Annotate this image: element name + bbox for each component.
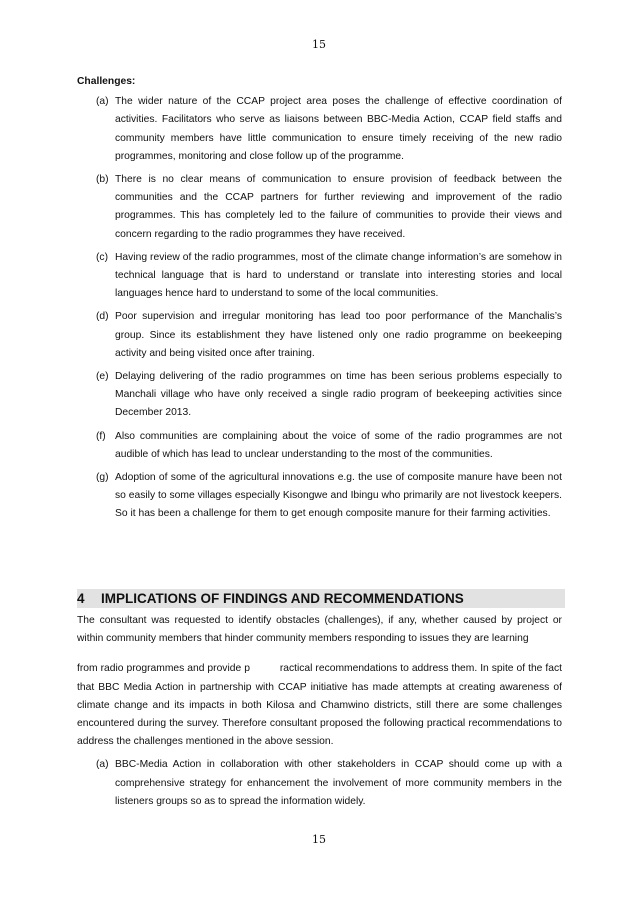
item-text: The wider nature of the CCAP project area poses the challenge of effective coordination of activities. Facilitators who serve as liaisons between BBC-Media Action, CCAP field staffs and community members have little communication to ensure timely receiving of the new radio programmes, monitoring and close follow up of the programme. xyxy=(115,96,562,162)
item-letter: (e) xyxy=(96,371,109,383)
item-letter: (d) xyxy=(96,311,109,323)
section-number: 4 xyxy=(77,591,85,606)
challenges-section xyxy=(77,73,562,529)
item-text: BBC-Media Action in collaboration with other stakeholders in CCAP should come up with a comprehensive strategy for enhancement the involvement of more community members in the listeners groups so as to spread the information widely. xyxy=(115,759,562,807)
list-item xyxy=(77,171,562,244)
section-heading xyxy=(77,589,565,608)
paragraph: The consultant was requested to identify obstacles (challenges), if any, whether caused by project or within community members that hinder community members responding to issues they are learning xyxy=(77,615,562,645)
list-item xyxy=(77,308,562,363)
item-letter: (g) xyxy=(96,472,109,484)
list-item xyxy=(77,368,562,423)
item-letter: (c) xyxy=(96,251,109,263)
item-text: Having review of the radio programmes, most of the climate change information’s are somehow in technical language that is hard to understand or translate into interesting stories and local languages hence hard to understand to some of the local communities. xyxy=(115,251,562,300)
item-text: Poor supervision and irregular monitoring has lead too poor performance of the Manchalis’s group. Since its establishment they have listened only one radio programme on beekeeping activity and being visited once after training. xyxy=(115,311,562,359)
page-number-bottom: 15 xyxy=(312,833,326,846)
section-title: IMPLICATIONS OF FINDINGS AND RECOMMENDATIONS xyxy=(101,591,464,606)
list-item xyxy=(77,249,562,304)
list-item xyxy=(77,756,562,811)
item-letter: (b) xyxy=(96,174,109,186)
item-text: Also communities are complaining about the voice of some of the radio programmes are not audible of which has lead to unclear understanding to the most of the communities. xyxy=(115,430,562,460)
page-number-top: 15 xyxy=(312,38,326,51)
section-body xyxy=(77,612,565,811)
item-letter: (a) xyxy=(96,759,109,771)
item-text: There is no clear means of communication to ensure provision of feedback between the communities and the CCAP partners for further reviewing and improvement of the radio programmes. This has completely led to the failure of communities to provide their views and concern regarding to the radio programmes they have received. xyxy=(115,174,562,240)
item-letter: (f) xyxy=(96,430,106,442)
challenges-heading: Challenges: xyxy=(77,76,136,87)
item-text: Delaying delivering of the radio programmes on time has been serious problems especially to Manchali village who have only received a single radio program of beekeeping activities since December 2013. xyxy=(115,371,562,419)
item-text: Adoption of some of the agricultural innovations e.g. the use of composite manure have been not so easily to some villages especially Kisongwe and Ibingu who primarily are not livestock keepers. So it has been a challenge for them to get enough composite manure for their farming activities. xyxy=(115,472,562,520)
list-item xyxy=(77,428,562,464)
paragraph: from radio programmes and provide p ractical recommendations to address them. In spite of the fact that BBC Media Action in partnership with CCAP initiative has made attempts at creating awareness of climate change and its impacts in both Kilosa and Chamwino districts, still there are some challenges encountered during the survey. Therefore consultant proposed the following practical recommendations to address the challenges mentioned in the above session. xyxy=(77,663,565,748)
list-item xyxy=(77,93,562,166)
challenges-list xyxy=(77,93,562,523)
list-item xyxy=(77,469,562,524)
item-letter: (a) xyxy=(96,96,109,108)
